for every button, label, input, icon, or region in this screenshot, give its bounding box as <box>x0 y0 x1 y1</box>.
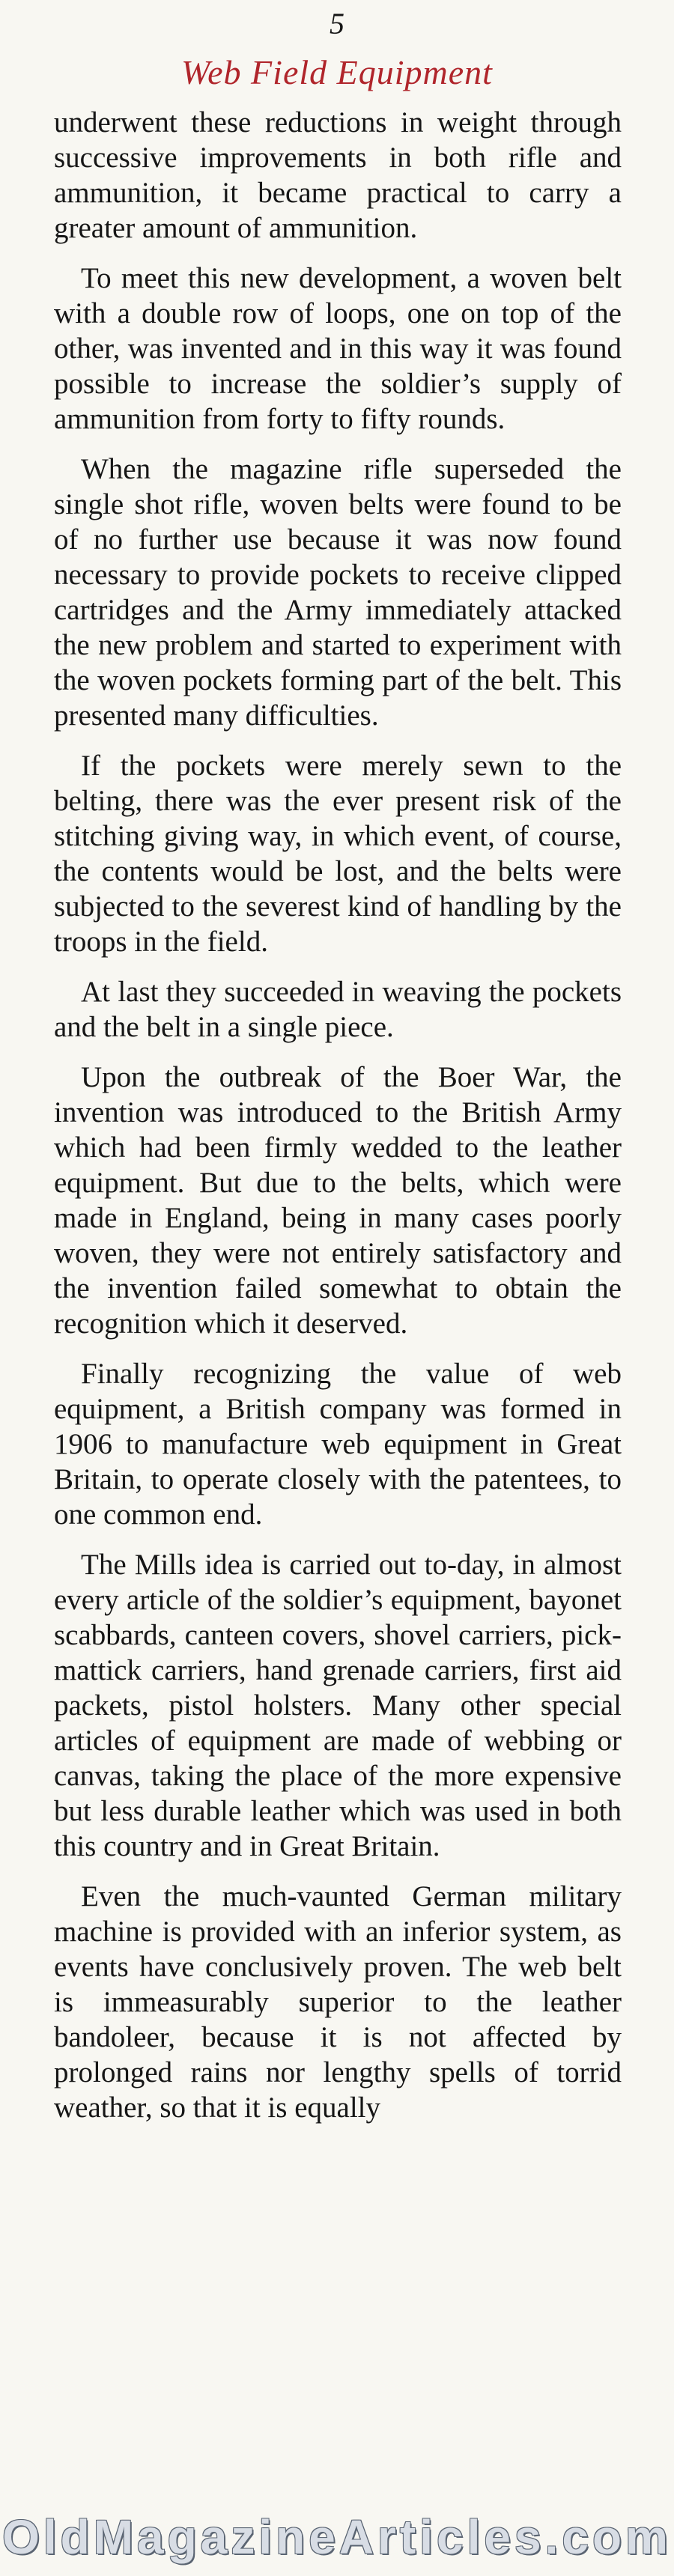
page-number: 5 <box>330 7 344 40</box>
paragraph: underwent these reductions in weight through successive improvements in both rifle and ammunition, it became practical to carry a greater amount of ammunition. <box>54 106 622 244</box>
paragraph: Upon the outbreak of the Boer War, the invention was introduced to the British Army which had been firmly wedded to the leather equipment. But due to the belts, which were made in England, being in many cases poorly woven, they were not entirely satisfactory and the invention failed somewhat to obtain the recognition which it deserved. <box>54 1061 622 1340</box>
paragraph: At last they succeeded in weaving the pockets and the belt in a single piece. <box>54 976 622 1043</box>
paragraph: Even the much-vaunted German military machine is provided with an inferior system, as events have conclusively proven. The web belt is immeasurably superior to the leather bandoleer, because it is not affected by prolonged rains nor lengthy spells of torrid weather, so that it is equally <box>54 1880 622 2124</box>
running-head: Web Field Equipment <box>181 53 493 91</box>
paragraph: The Mills idea is carried out to-day, in almost every article of the soldier’s equipment, bayonet scabbards, canteen covers, shovel carriers, pickmattick carriers, hand grenade carriers, first aid packets, pistol holsters. Many other special articles of equipment are made of webbing or canvas, taking the place of the more expensive but less durable leather which was used in both this country and in Great Britain. <box>54 1549 622 1862</box>
site-watermark: OldMagazineArticles.com <box>2 2510 672 2564</box>
paragraph: To meet this new development, a woven belt with a double row of loops, one on top of the other, was invented and in this way it was found possible to increase the soldier’s supply of ammunition from forty to fifty rounds. <box>54 262 622 435</box>
article-body <box>54 105 622 2486</box>
paragraph: Finally recognizing the value of web equipment, a British company was formed in 1906 to manufacture web equipment in Great Britain, to operate closely with the patentees, to one common end. <box>54 1358 622 1531</box>
paragraph: When the magazine rifle superseded the single shot rifle, woven belts were found to be of no further use because it was now found necessary to provide pockets to receive clipped cartridges and the Army immediately attacked the new problem and started to experiment with the woven pockets forming part of the belt. This presented many difficulties. <box>54 453 622 732</box>
paragraph: If the pockets were merely sewn to the belting, there was the ever present risk of the stitching giving way, in which event, of course, the contents would be lost, and the belts were subjected to the severest kind of handling by the troops in the field. <box>54 750 622 958</box>
